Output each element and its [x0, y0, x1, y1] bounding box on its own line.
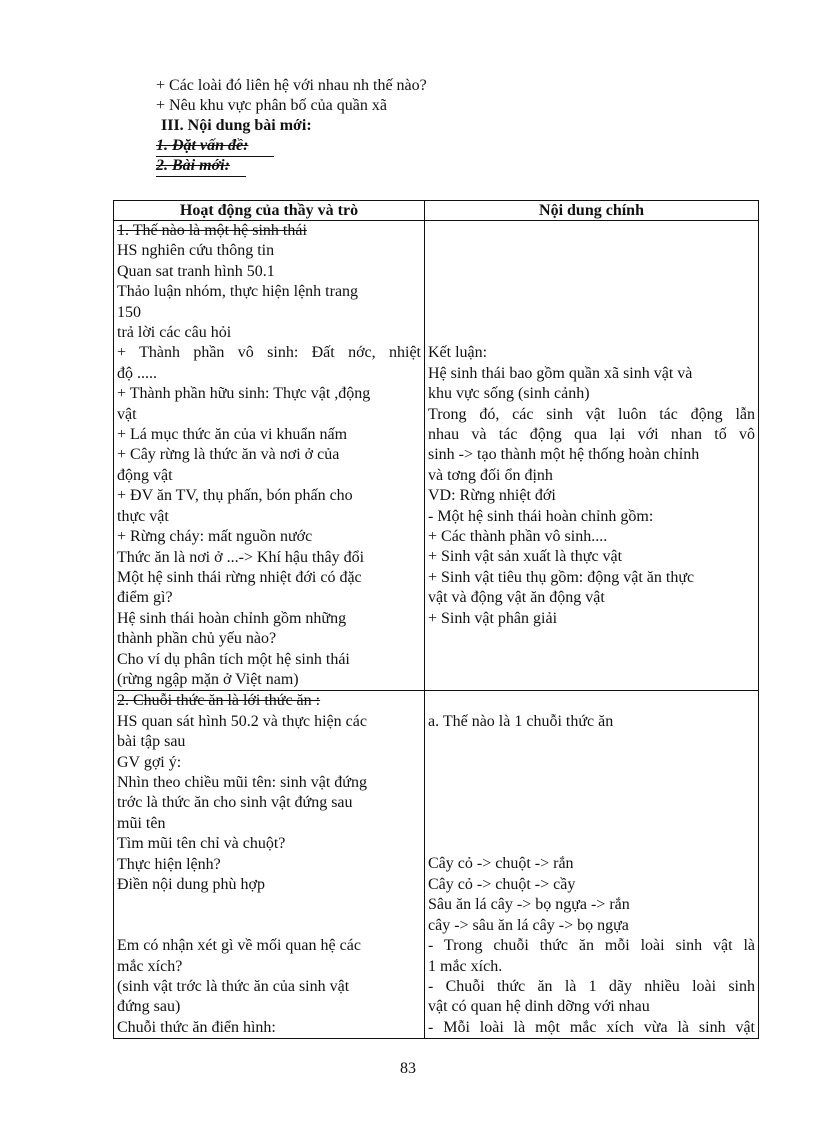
cell-line: Điền nội dung phù hợp [117, 876, 266, 893]
cell-line: Cho ví dụ phân tích một hệ sinh thái [117, 650, 350, 668]
cell-line: thành phần chủ yếu nào? [117, 630, 277, 648]
cell-line: trả lời các câu hỏi [117, 324, 232, 342]
cell-line: vật có quan hệ dinh dỡng với nhau [428, 998, 650, 1016]
cell-line: + Thành phần vô sinh: Đất nớc, nhiệt [117, 344, 421, 362]
cell-line: 150 [117, 303, 141, 321]
cell-line: độ ..... [117, 364, 157, 382]
cell-line: sinh -> tạo thành một hệ thống hoàn chỉnh [428, 446, 700, 464]
cell-line [428, 241, 755, 261]
table-row-section-2 [114, 691, 759, 1039]
cell-line [117, 916, 421, 936]
cell-line: + Rừng cháy: mất nguồn nước [117, 528, 313, 546]
cell-line: + Sinh vật phân giải [428, 609, 558, 627]
cell-line: Hệ sinh thái hoàn chỉnh gồm những [117, 609, 347, 627]
cell-line [428, 282, 755, 302]
cell-line [428, 303, 755, 323]
cell-line: - Trong chuỗi thức ăn mỗi loài sinh vật là [428, 937, 755, 955]
lesson-table [113, 200, 759, 1039]
cell-line: mũi tên [117, 814, 166, 832]
intro-block [156, 76, 716, 176]
cell-line: mắc xích? [117, 957, 183, 975]
cell-line: Cây cỏ -> chuột -> rắn [428, 855, 574, 873]
cell-line: a. Thế nào là 1 chuỗi thức ăn [428, 712, 614, 730]
right-cell-section-1 [425, 221, 759, 691]
subheading-bai-moi: 2. Bài mới: [156, 156, 246, 177]
right-cell-section-2 [425, 691, 759, 1039]
cell-line: GV gợi ý: [117, 753, 182, 771]
cell-line: động vật [117, 466, 173, 484]
cell-line: Tìm mũi tên chỉ và chuột? [117, 835, 286, 853]
cell-line [428, 793, 755, 813]
cell-line [428, 753, 755, 773]
cell-line: 1 mắc xích. [428, 957, 503, 975]
cell-line [428, 814, 755, 834]
cell-line: + ĐV ăn TV, thụ phấn, bón phấn cho [117, 487, 353, 505]
cell-line: - Chuỗi thức ăn là 1 dãy nhiều loài sinh [428, 977, 755, 995]
cell-line: Thực hiện lệnh? [117, 855, 221, 873]
cell-line [428, 323, 755, 343]
cell-line: Một hệ sinh thái rừng nhiệt đới có đặc [117, 568, 362, 586]
cell-line: Quan sat tranh hình 50.1 [117, 262, 275, 280]
cell-line: HS nghiên cứu thông tin [117, 242, 275, 260]
cell-line: (rừng ngập mặn ở Việt nam) [117, 670, 299, 688]
cell-line: đứng sau) [117, 998, 181, 1016]
cell-line: nhau và tác động qua lại với nhan tố vô [428, 425, 755, 443]
cell-line [428, 691, 755, 711]
cell-line: Trong đó, các sinh vật luôn tác động lẫn [428, 405, 755, 423]
cell-line [428, 732, 755, 752]
header-activities: Hoạt động của thầy và trò [114, 201, 425, 221]
cell-line: Em có nhận xét gì về mối quan hệ các [117, 937, 361, 955]
cell-line [428, 834, 755, 854]
cell-line: trớc là thức ăn cho sinh vật đứng sau [117, 794, 353, 812]
cell-line: + Sinh vật tiêu thụ gồm: động vật ăn thực [428, 568, 695, 586]
cell-line: vật và động vật ăn động vật [428, 589, 605, 607]
cell-line: VD: Rừng nhiệt đới [428, 487, 556, 505]
cell-line [117, 895, 421, 915]
cell-line: Sâu ăn lá cây -> bọ ngựa -> rắn [428, 896, 630, 914]
cell-line: + Các thành phần vô sinh.... [428, 528, 608, 545]
cell-line: + Lá mục thức ăn của vi khuẩn nấm [117, 426, 348, 444]
table-row-section-1 [114, 221, 759, 691]
cell-line: khu vực sống (sinh cảnh) [428, 385, 590, 403]
left-cell-section-1 [114, 221, 425, 691]
subheading-dat-van-de: 1. Đặt vấn đề: [156, 136, 274, 157]
cell-line: thực vật [117, 507, 169, 525]
cell-line: Thức ăn là nơi ở ...-> Khí hậu thây đổi [117, 548, 365, 566]
intro-question-1: + Các loài đó liên hệ với nhau nh thế nào? [156, 77, 427, 94]
cell-line: cây -> sâu ăn lá cây -> bọ ngựa [428, 916, 629, 934]
cell-line: (sinh vật trớc là thức ăn của sinh vật [117, 978, 350, 995]
cell-line: điểm gì? [117, 589, 173, 607]
cell-line: + Sinh vật sản xuất là thực vật [428, 548, 623, 566]
cell-line: Cây cỏ -> chuột -> cầy [428, 875, 576, 893]
cell-line: Kết luận: [428, 344, 488, 362]
cell-line: bài tập sau [117, 733, 186, 751]
page-number: 83 [400, 1060, 416, 1077]
section-heading: III. Nội dung bài mới: [161, 117, 312, 134]
left-cell-section-2 [114, 691, 425, 1039]
cell-line: vật [117, 405, 137, 423]
cell-line: Thảo luận nhóm, thực hiện lệnh trang [117, 283, 359, 301]
cell-line: Nhìn theo chiều mũi tên: sinh vật đứng [117, 773, 367, 791]
cell-line [428, 221, 755, 241]
cell-line: - Một hệ sinh thái hoàn chỉnh gồm: [428, 507, 654, 525]
cell-line: HS quan sát hình 50.2 và thực hiện các [117, 712, 367, 730]
cell-line: Chuỗi thức ăn điển hình: [117, 1018, 276, 1036]
cell-line: và tơng đối ổn định [428, 466, 553, 484]
cell-line [428, 262, 755, 282]
cell-line: + Thành phần hữu sinh: Thực vật ,động [117, 385, 371, 403]
cell-line: Hệ sinh thái bao gồm quần xã sinh vật và [428, 364, 693, 382]
cell-line: + Cây rừng là thức ăn và nơi ở của [117, 446, 340, 464]
cell-line: 1. Thế nào là một hệ sinh thái [117, 222, 307, 239]
cell-line: - Mỗi loài là một mắc xích vừa là sinh vật [428, 1018, 755, 1036]
header-main-content: Nội dung chính [425, 201, 759, 221]
cell-line: 2. Chuỗi thức ăn là lới thức ăn : [117, 692, 321, 710]
intro-question-2: + Nêu khu vực phân bố của quần xã [156, 97, 387, 114]
cell-line [428, 773, 755, 793]
